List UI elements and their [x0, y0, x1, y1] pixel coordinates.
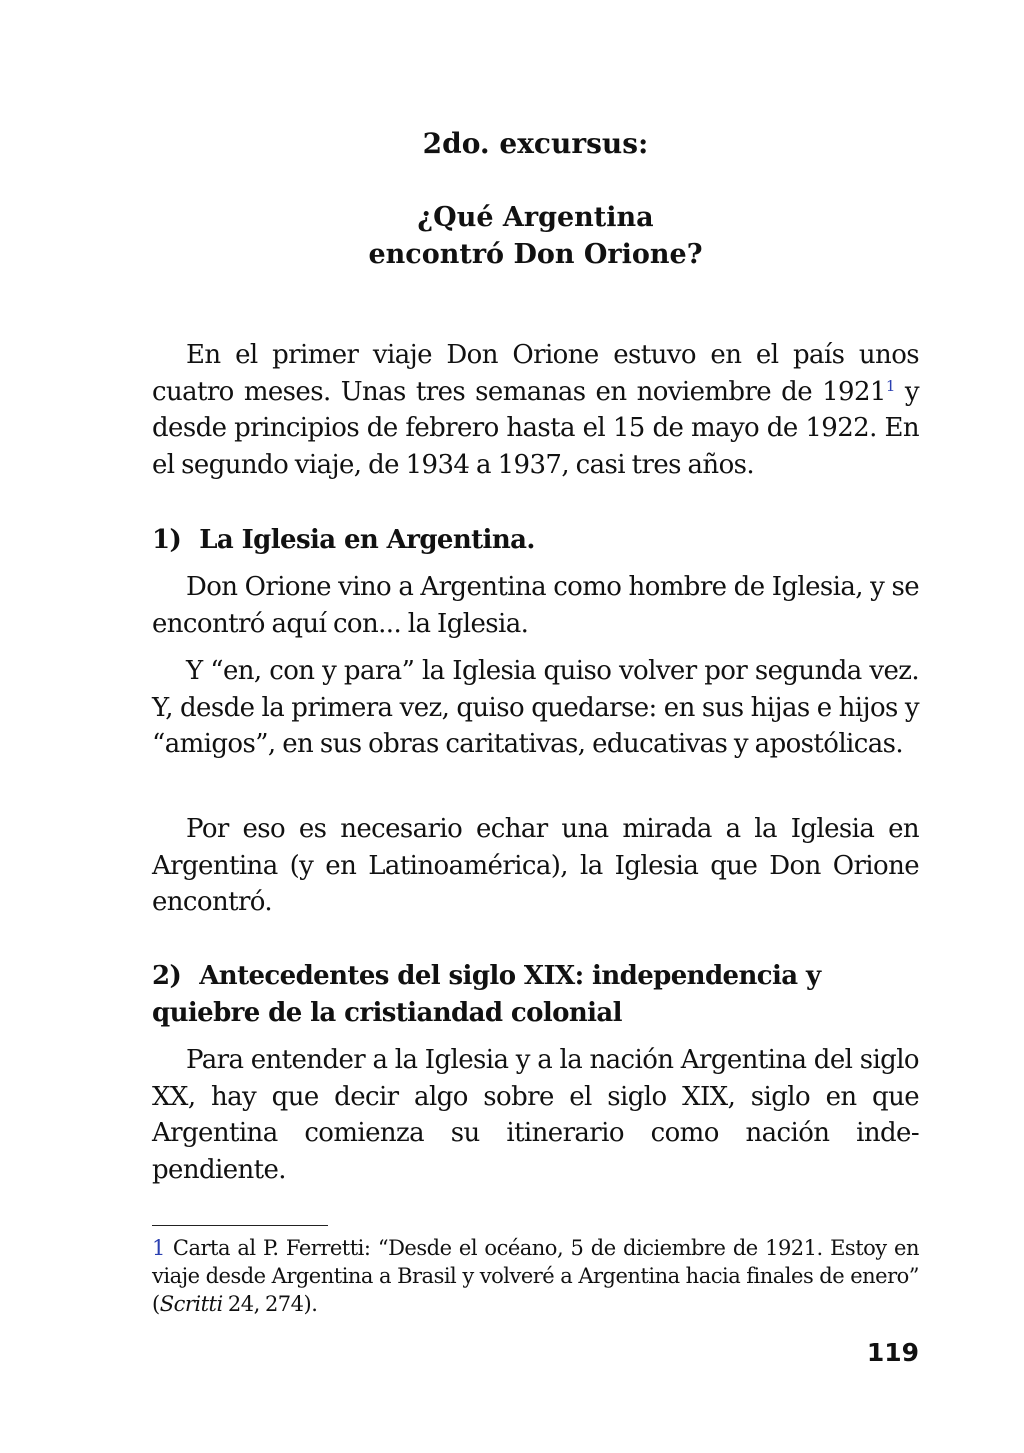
section-1-heading — [152, 522, 919, 559]
intro-text-part-2: y desde principios de febrero hasta el 15 de mayo de 1922. En el segundo viaje, de 1934 a 1937, casi tres años. — [152, 376, 919, 480]
section-1-paragraph-2: Y “en, con y para” la Iglesia quiso volver por segunda vez. Y, desde la primera vez, quiso quedarse: en sus hijas e hijos y “amigos”, en sus obras caritativas, educativas y apostólicas. — [152, 656, 919, 759]
footnote — [152, 1234, 919, 1318]
section-1-paragraph-1: Don Orione vino a Argentina como hombre de Iglesia, y se encontró aquí con... la Iglesia. — [152, 572, 919, 639]
footnote-text-part-1: Carta al P. Ferretti: “Desde el océano, 5 de diciembre de 1921. Estoy en viaje desde Argentina a Brasil y volveré a Argentina hacia finales de enero” ( — [152, 1236, 919, 1316]
section-2-paragraph-1: Para entender a la Iglesia y a la nación Argentina del siglo XX, hay que decir algo sobre el siglo XIX, siglo en que Argentina comienza su itinerario como nación inde-pendiente. — [152, 1045, 919, 1185]
section-2-heading — [152, 958, 919, 1032]
footnote-reference[interactable]: 1 — [885, 376, 895, 395]
footnote-divider — [152, 1225, 328, 1226]
chapter-title-line-1: ¿Qué Argentina — [417, 202, 654, 233]
section-1-number: 1) — [152, 525, 182, 555]
page-number: 119 — [866, 1338, 919, 1367]
chapter-title-line-2: encontró Don Orione? — [368, 239, 703, 270]
intro-paragraph — [152, 337, 919, 483]
section-1-title: La Iglesia en Argentina. — [199, 525, 535, 555]
section-1-paragraph-3: Por eso es necesario echar una mirada a la Iglesia en Argentina (y en Latinoamérica), la Iglesia que Don Orione encontró. — [152, 814, 919, 917]
footnote-text-part-2: 24, 274). — [222, 1292, 318, 1316]
excursus-label: 2do. excursus: — [422, 127, 649, 160]
intro-text-part-1: En el primer viaje Don Orione estuvo en el país unos cuatro meses. Unas tres semanas en noviembre de 1921 — [152, 340, 919, 407]
section-2-title: Antecedentes del siglo XIX: independencia y quiebre de la cristiandad colonial — [152, 961, 821, 1028]
section-2-number: 2) — [152, 961, 182, 991]
footnote-italic-title: Scritti — [159, 1292, 223, 1316]
chapter-title — [152, 199, 919, 273]
footnote-number: 1 — [152, 1236, 165, 1260]
